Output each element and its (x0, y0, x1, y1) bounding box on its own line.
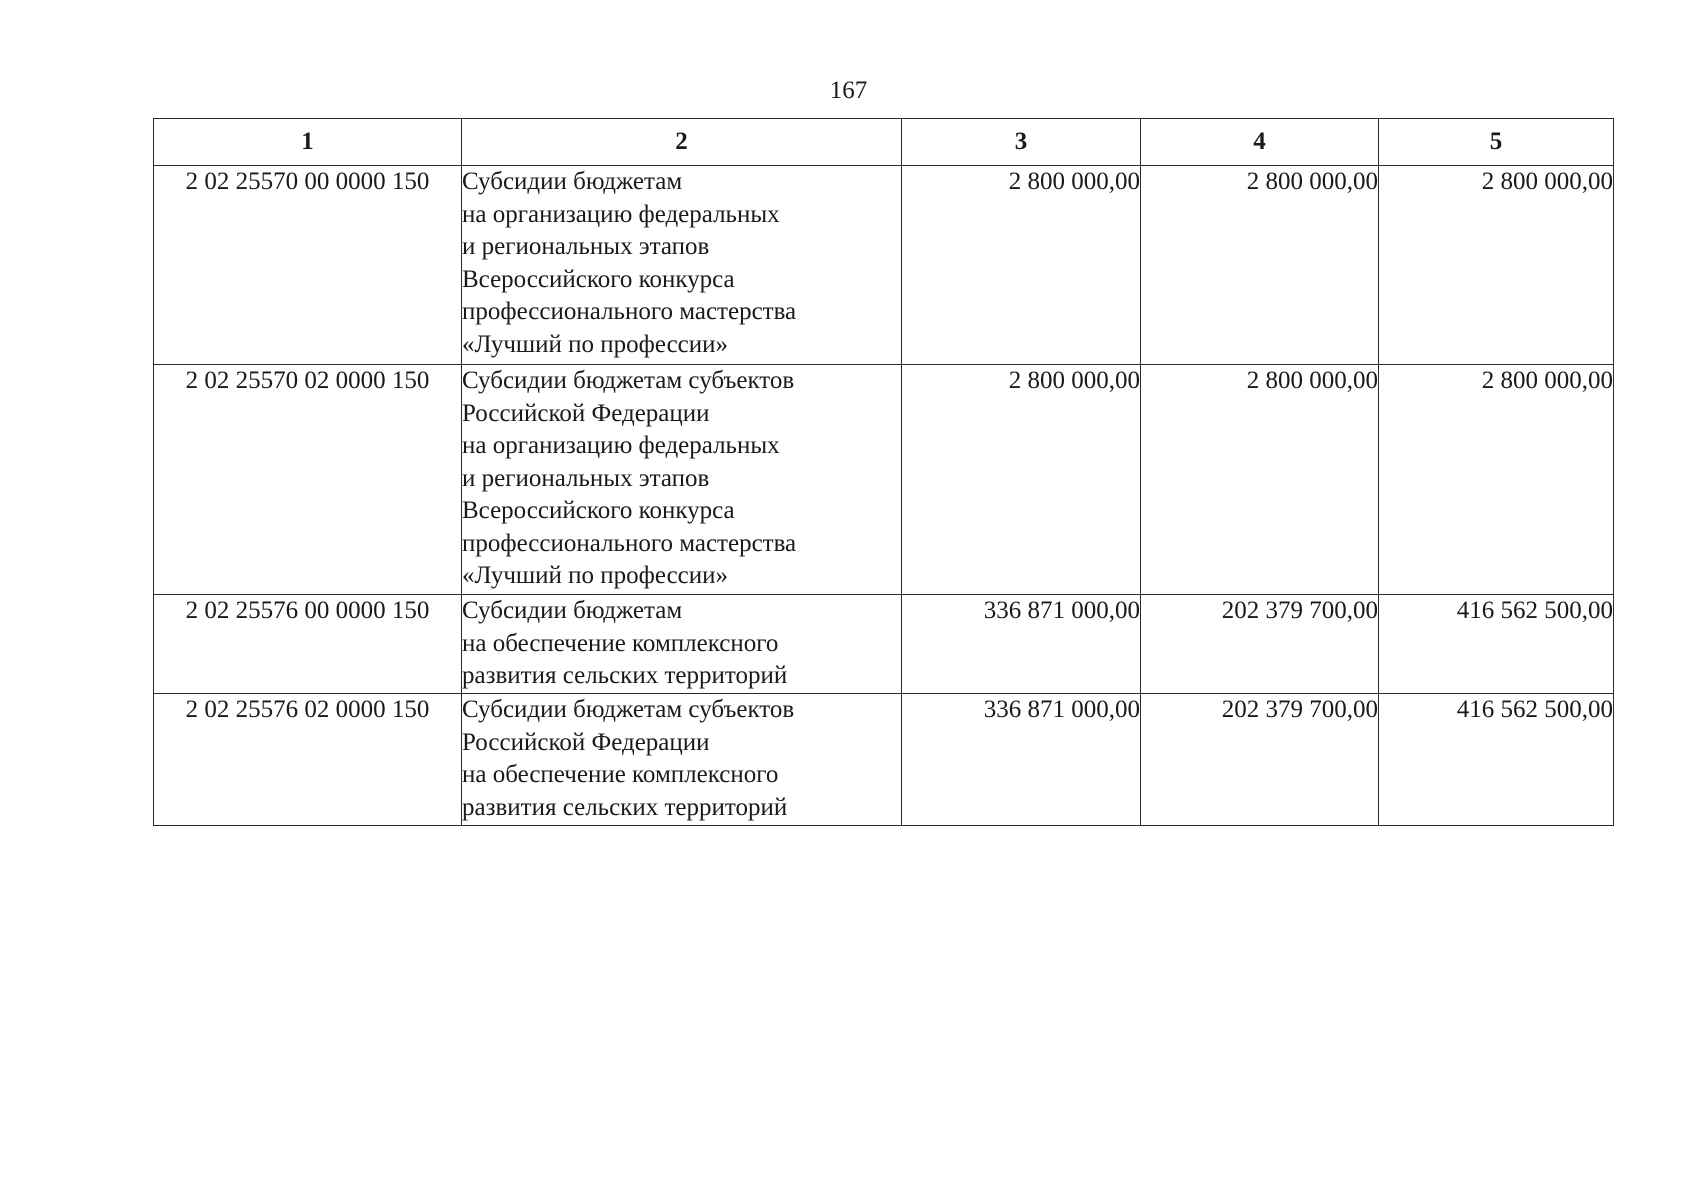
header-cell-1: 1 (154, 119, 462, 166)
description-line: на организацию федеральных (462, 432, 780, 459)
code-cell: 2 02 25570 02 0000 150 (154, 365, 462, 595)
code-cell: 2 02 25576 00 0000 150 (154, 595, 462, 694)
value-cell-col5: 416 562 500,00 (1379, 694, 1614, 826)
description-line: развития сельских территорий (462, 793, 788, 821)
description-line: Всероссийского конкурса (462, 497, 735, 524)
value-cell-col4: 202 379 700,00 (1141, 694, 1379, 826)
header-row (154, 119, 1614, 166)
description-line: Субсидии бюджетам (462, 168, 683, 195)
table-header (154, 119, 1614, 166)
description-line: развития сельских территорий (462, 662, 788, 689)
description-line: на обеспечение комплексного (462, 761, 779, 788)
description-line: Российской Федерации (462, 399, 710, 427)
table-row (154, 595, 1614, 694)
description-line: Российской Федерации (462, 728, 710, 756)
description-line: «Лучший по профессии» (462, 562, 729, 589)
description-line: Субсидии бюджетам субъектов (462, 696, 795, 723)
budget-table (153, 118, 1614, 826)
value-cell-col5: 2 800 000,00 (1379, 365, 1614, 595)
description-cell (462, 166, 902, 365)
value-cell-col4: 2 800 000,00 (1141, 365, 1379, 595)
value-cell-col3: 2 800 000,00 (902, 166, 1141, 365)
description-line: Субсидии бюджетам субъектов (462, 367, 795, 394)
value-cell-col3: 336 871 000,00 (902, 694, 1141, 826)
description-line: профессионального мастерства (462, 529, 797, 557)
page-number: 167 (829, 77, 868, 104)
description-line: на обеспечение комплексного (462, 629, 779, 657)
description-line: «Лучший по профессии» (462, 330, 729, 358)
value-cell-col3: 336 871 000,00 (902, 595, 1141, 694)
value-cell-col5: 416 562 500,00 (1379, 595, 1614, 694)
description-line: на организацию федеральных (462, 200, 780, 228)
header-cell-5: 5 (1379, 119, 1614, 166)
table-row (154, 694, 1614, 826)
value-cell-col5: 2 800 000,00 (1379, 166, 1614, 365)
description-cell (462, 595, 902, 694)
header-cell-4: 4 (1141, 119, 1379, 166)
header-cell-3: 3 (902, 119, 1141, 166)
code-cell: 2 02 25570 00 0000 150 (154, 166, 462, 365)
value-cell-col4: 2 800 000,00 (1141, 166, 1379, 365)
table-row (154, 166, 1614, 365)
description-cell (462, 694, 902, 826)
description-cell (462, 365, 902, 595)
value-cell-col3: 2 800 000,00 (902, 365, 1141, 595)
description-line: и региональных этапов (462, 464, 710, 492)
header-cell-2: 2 (462, 119, 902, 166)
description-line: Субсидии бюджетам (462, 597, 683, 624)
table-row (154, 365, 1614, 595)
code-cell: 2 02 25576 02 0000 150 (154, 694, 462, 826)
description-line: Всероссийского конкурса (462, 265, 735, 293)
value-cell-col4: 202 379 700,00 (1141, 595, 1379, 694)
description-line: профессионального мастерства (462, 298, 797, 325)
table-body (154, 166, 1614, 826)
description-line: и региональных этапов (462, 233, 710, 260)
